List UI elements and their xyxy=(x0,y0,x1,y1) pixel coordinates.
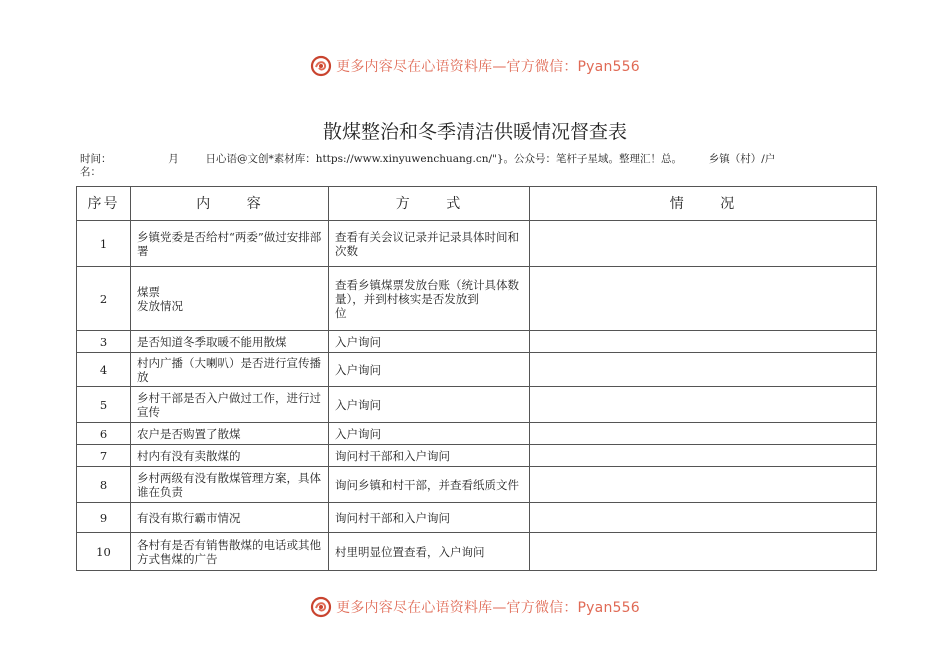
town-label: 乡镇（村）/户 xyxy=(708,153,776,165)
row-status xyxy=(530,533,877,571)
row-content: 乡镇党委是否给村“两委”做过安排部署 xyxy=(131,221,329,267)
row-no: 9 xyxy=(77,503,131,533)
top-watermark-banner xyxy=(0,54,950,78)
row-method: 查看有关会议记录并记录具体时间和次数 xyxy=(329,221,530,267)
row-content: 煤票 发放情况 xyxy=(131,267,329,331)
row-method: 询问乡镇和村干部，并查看纸质文件 xyxy=(329,467,530,503)
row-no: 4 xyxy=(77,353,131,387)
row-content: 乡村两级有没有散煤管理方案，具体谁在负责 xyxy=(131,467,329,503)
day-source-text: 日心语@文创*素材库：https://www.xinyuwenchuang.cn/"}。公众号：笔杆子星域。整理汇！总。 xyxy=(205,153,683,165)
bottom-watermark-banner xyxy=(0,595,950,619)
row-content: 村内有没有卖散煤的 xyxy=(131,445,329,467)
header-content: 内 容 xyxy=(131,187,329,221)
row-method: 入户询问 xyxy=(329,387,530,423)
row-no: 5 xyxy=(77,387,131,423)
row-method: 入户询问 xyxy=(329,353,530,387)
row-method: 询问村干部和入户询问 xyxy=(329,503,530,533)
red-swirl-logo-icon xyxy=(310,55,332,77)
row-no: 1 xyxy=(77,221,131,267)
row-status xyxy=(530,221,877,267)
header-no: 序号 xyxy=(77,187,131,221)
row-method: 查看乡镇煤票发放台账（统计具体数量），并到村核实是否发放到 位 xyxy=(329,267,530,331)
watermark-text: 更多内容尽在心语资料库—官方微信：Pyan556 xyxy=(336,59,640,75)
meta-info-line xyxy=(80,153,880,179)
table-row xyxy=(77,503,877,533)
row-status xyxy=(530,267,877,331)
row-no: 8 xyxy=(77,467,131,503)
header-status: 情 况 xyxy=(530,187,877,221)
row-status xyxy=(530,353,877,387)
row-method: 询问村干部和入户询问 xyxy=(329,445,530,467)
row-content: 是否知道冬季取暖不能用散煤 xyxy=(131,331,329,353)
row-method: 入户询问 xyxy=(329,423,530,445)
row-method: 入户询问 xyxy=(329,331,530,353)
row-no: 7 xyxy=(77,445,131,467)
table-row xyxy=(77,353,877,387)
row-content: 有没有欺行霸市情况 xyxy=(131,503,329,533)
row-content: 各村有是否有销售散煤的电话或其他方式售煤的广告 xyxy=(131,533,329,571)
table-row xyxy=(77,445,877,467)
document-title: 散煤整治和冬季清洁供暖情况督查表 xyxy=(322,121,627,143)
row-content: 乡村干部是否入户做过工作，进行过宣传 xyxy=(131,387,329,423)
month-label: 月 xyxy=(168,153,179,165)
row-status xyxy=(530,503,877,533)
table-row xyxy=(77,331,877,353)
table-row xyxy=(77,387,877,423)
name-label: 名： xyxy=(80,166,101,178)
table-row xyxy=(77,221,877,267)
inspection-table xyxy=(76,186,877,571)
row-status xyxy=(530,331,877,353)
row-status xyxy=(530,445,877,467)
table-header-row xyxy=(77,187,877,221)
table-row xyxy=(77,533,877,571)
table-row xyxy=(77,423,877,445)
row-status xyxy=(530,467,877,503)
header-method: 方 式 xyxy=(329,187,530,221)
table-row xyxy=(77,267,877,331)
table-row xyxy=(77,467,877,503)
watermark-text: 更多内容尽在心语资料库—官方微信：Pyan556 xyxy=(336,600,640,616)
row-no: 2 xyxy=(77,267,131,331)
row-status xyxy=(530,423,877,445)
row-method: 村里明显位置查看，入户询问 xyxy=(329,533,530,571)
row-no: 10 xyxy=(77,533,131,571)
time-label: 时间： xyxy=(80,153,112,165)
row-status xyxy=(530,387,877,423)
row-content: 村内广播（大喇叭）是否进行宣传播放 xyxy=(131,353,329,387)
row-no: 3 xyxy=(77,331,131,353)
row-content: 农户是否购置了散煤 xyxy=(131,423,329,445)
row-no: 6 xyxy=(77,423,131,445)
red-swirl-logo-icon xyxy=(310,596,332,618)
